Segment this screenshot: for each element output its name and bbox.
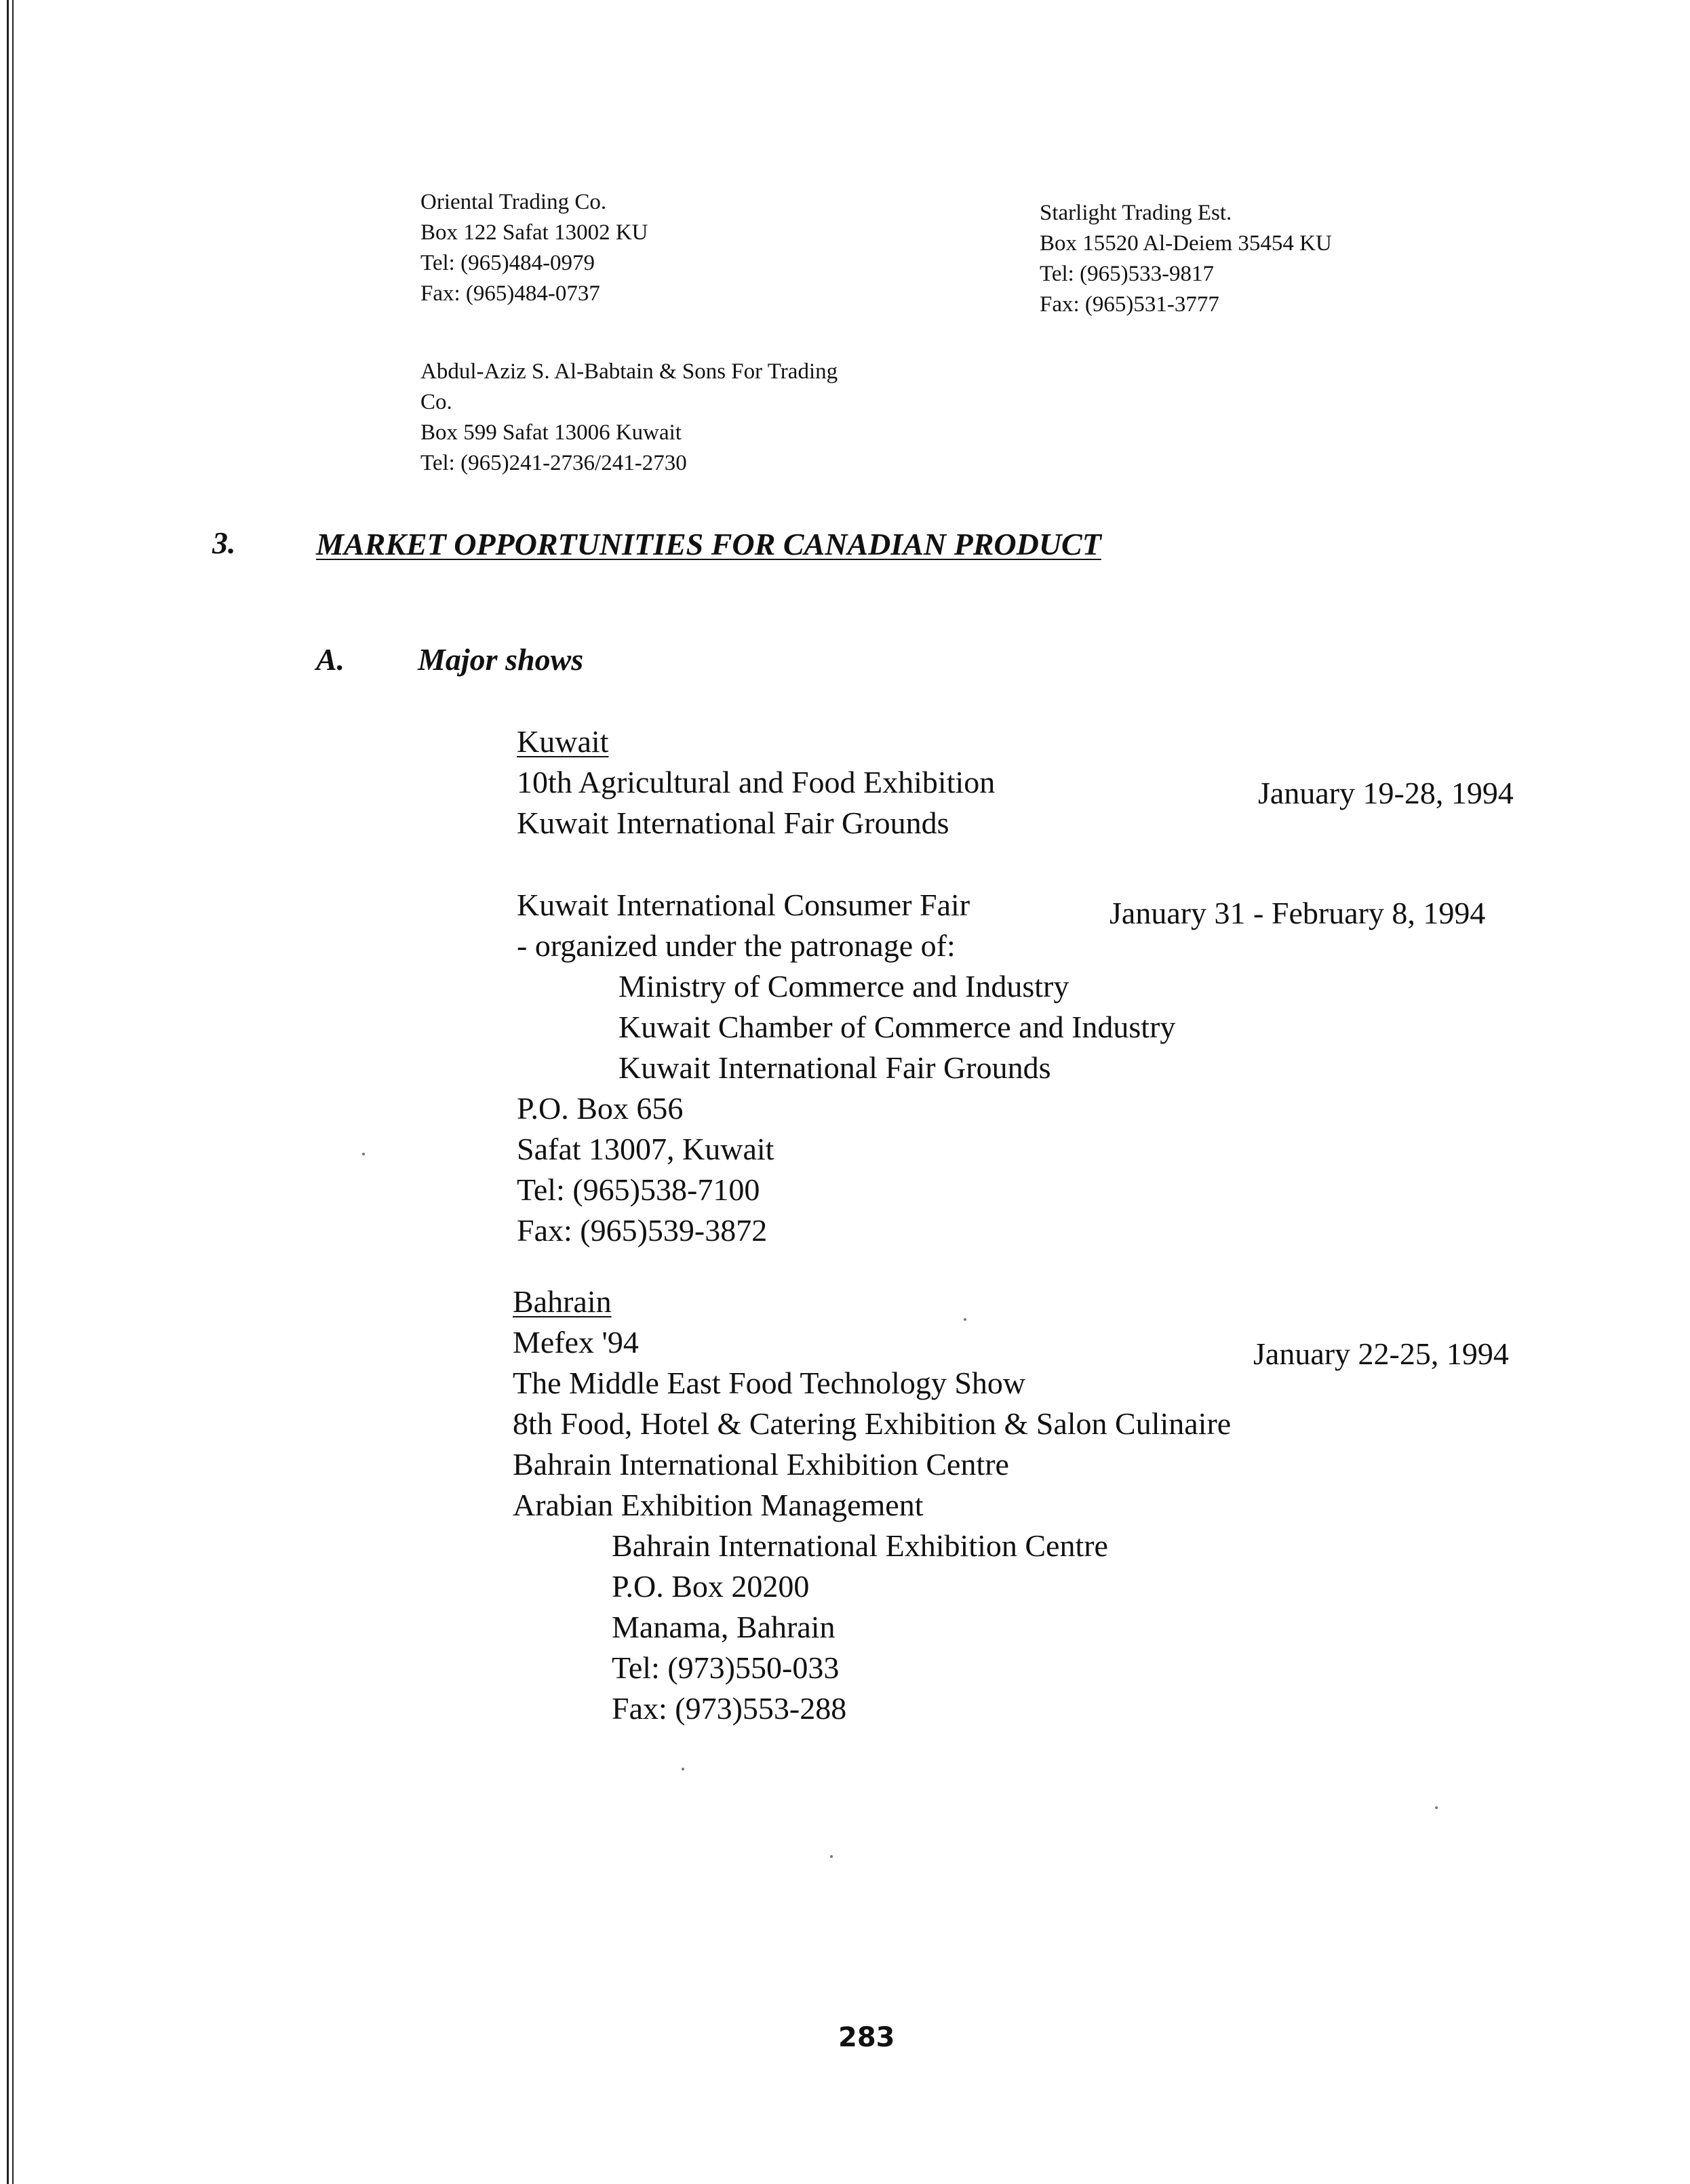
page-number: 283 (838, 2022, 895, 2053)
company-address: Box 15520 Al-Deiem 35454 KU (1040, 231, 1332, 256)
scan-speck (682, 1768, 684, 1770)
fax: Fax: (965)539-3872 (517, 1213, 768, 1248)
city: Manama, Bahrain (612, 1610, 836, 1644)
contact-block-oriental (420, 187, 648, 309)
show-date: January 22-25, 1994 (1253, 1336, 1509, 1371)
show-title: 10th Agricultural and Food Exhibition (517, 765, 996, 799)
patron-item: Kuwait Chamber of Commerce and Industry (618, 1010, 1176, 1044)
company-fax: Fax: (965)484-0737 (420, 281, 600, 306)
patronage-note: - organized under the patronage of: (517, 928, 956, 963)
contact-block-starlight (1040, 198, 1332, 320)
kuwait-shows (517, 721, 995, 843)
scan-edge-line (7, 0, 9, 2184)
city: Safat 13007, Kuwait (517, 1132, 774, 1166)
subsection-title: Major shows (418, 642, 584, 677)
patron-item: Kuwait International Fair Grounds (618, 1050, 1051, 1085)
company-tel: Tel: (965)533-9817 (1040, 262, 1215, 286)
show-description: 8th Food, Hotel & Catering Exhibition & Salon Culinaire (513, 1406, 1232, 1441)
company-tel: Tel: (965)241-2736/241-2730 (420, 451, 687, 475)
section-title: MARKET OPPORTUNITIES FOR CANADIAN PRODUCT (316, 527, 1101, 561)
scan-edge-line (12, 0, 14, 2184)
show-venue: Bahrain International Exhibition Centre (513, 1447, 1009, 1482)
company-fax: Fax: (965)531-3777 (1040, 292, 1219, 317)
scan-speck (1435, 1806, 1438, 1809)
section-number: 3. (212, 525, 236, 560)
patron-item: Ministry of Commerce and Industry (618, 969, 1069, 1004)
company-name: Oriental Trading Co. (420, 190, 607, 214)
subsection-letter: A. (316, 642, 345, 677)
fax: Fax: (973)553-288 (612, 1691, 847, 1726)
company-address: Box 599 Safat 13006 Kuwait (420, 420, 682, 445)
scan-speck (964, 1318, 966, 1321)
scan-speck (830, 1855, 833, 1858)
bahrain-shows (513, 1282, 1231, 1729)
show-description: The Middle East Food Technology Show (513, 1366, 1026, 1400)
country-heading-bahrain: Bahrain (513, 1284, 612, 1319)
country-heading-kuwait: Kuwait (517, 724, 609, 759)
show-title: Mefex '94 (513, 1325, 639, 1359)
consumer-fair-block (517, 885, 1175, 1251)
show-date: January 19-28, 1994 (1258, 776, 1514, 810)
show-venue: Kuwait International Fair Grounds (517, 806, 949, 840)
company-name-continued: Co. (420, 390, 452, 414)
company-tel: Tel: (965)484-0979 (420, 251, 595, 275)
contact-block-babtain (420, 357, 838, 479)
po-box: P.O. Box 20200 (612, 1569, 810, 1604)
po-box: P.O. Box 656 (517, 1091, 684, 1126)
show-title: Kuwait International Consumer Fair (517, 888, 970, 922)
scan-speck (362, 1153, 365, 1155)
contact-line: Bahrain International Exhibition Centre (612, 1528, 1108, 1563)
show-date: January 31 - February 8, 1994 (1109, 896, 1486, 930)
organizer: Arabian Exhibition Management (513, 1488, 924, 1522)
telephone: Tel: (965)538-7100 (517, 1172, 760, 1207)
company-address: Box 122 Safat 13002 KU (420, 220, 648, 245)
telephone: Tel: (973)550-033 (612, 1650, 840, 1685)
company-name: Starlight Trading Est. (1040, 201, 1232, 225)
company-name: Abdul-Aziz S. Al-Babtain & Sons For Trading (420, 359, 838, 384)
